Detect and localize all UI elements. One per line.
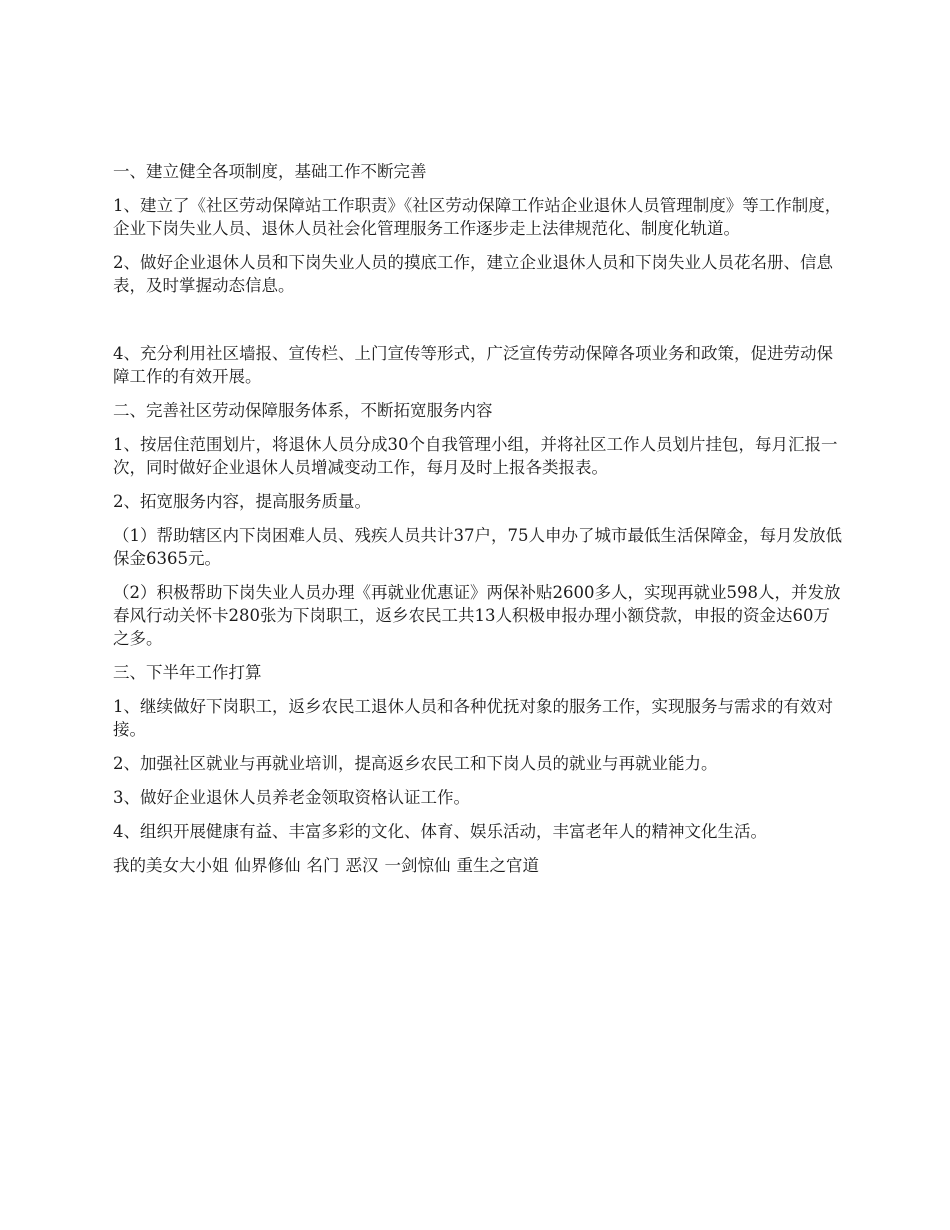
paragraph: 1、继续做好下岗职工，返乡农民工退休人员和各种优抚对象的服务工作，实现服务与需求的有效对接。: [113, 697, 833, 739]
document-body: [113, 160, 843, 877]
paragraph: 2、加强社区就业与再就业培训，提高返乡农民工和下岗人员的就业与再就业能力。: [113, 754, 718, 773]
paragraph: 4、充分利用社区墙报、宣传栏、上门宣传等形式，广泛宣传劳动保障各项业务和政策，促进劳动保障工作的有效开展。: [113, 344, 833, 386]
paragraph: （2）积极帮助下岗失业人员办理《再就业优惠证》两保补贴2600多人，实现再就业598人，并发放春风行动关怀卡280张为下岗职工，返乡农民工共13人积极申报办理小额贷款，申报的资金达60万之多。: [113, 583, 841, 648]
related-link[interactable]: 重生之官道: [456, 856, 539, 875]
related-link[interactable]: 仙界修仙: [234, 856, 301, 875]
paragraph: （1）帮助辖区内下岗困难人员、残疾人员共计37户，75人申办了城市最低生活保障金，每月发放低保金6365元。: [113, 526, 842, 568]
paragraph: 1、建立了《社区劳动保障站工作职责》《社区劳动保障工作站企业退休人员管理制度》等工作制度，企业下岗失业人员、退休人员社会化管理服务工作逐步走上法律规范化、制度化轨道。: [113, 196, 842, 238]
related-links: [113, 854, 843, 877]
section-heading-1: 一、建立健全各项制度，基础工作不断完善: [113, 162, 427, 181]
paragraph: 1、按居住范围划片，将退休人员分成30个自我管理小组，并将社区工作人员划片挂包，每月汇报一次，同时做好企业退休人员增减变动工作，每月及时上报各类报表。: [113, 435, 838, 477]
related-link[interactable]: 恶汉: [345, 856, 379, 875]
paragraph: 2、做好企业退休人员和下岗失业人员的摸底工作，建立企业退休人员和下岗失业人员花名册、信息表，及时掌握动态信息。: [113, 253, 833, 295]
related-link[interactable]: 名门: [306, 856, 340, 875]
related-link[interactable]: 一剑惊仙: [384, 856, 451, 875]
section-heading-2: 二、完善社区劳动保障服务体系，不断拓宽服务内容: [113, 401, 493, 420]
paragraph: 4、组织开展健康有益、丰富多彩的文化、体育、娱乐活动，丰富老年人的精神文化生活。: [113, 822, 767, 841]
paragraph: 3、做好企业退休人员养老金领取资格认证工作。: [113, 788, 470, 807]
paragraph: 2、拓宽服务内容，提高服务质量。: [113, 492, 371, 511]
section-heading-3: 三、下半年工作打算: [113, 663, 262, 682]
blank-gap: [113, 308, 843, 342]
related-link[interactable]: 我的美女大小姐: [113, 856, 229, 875]
